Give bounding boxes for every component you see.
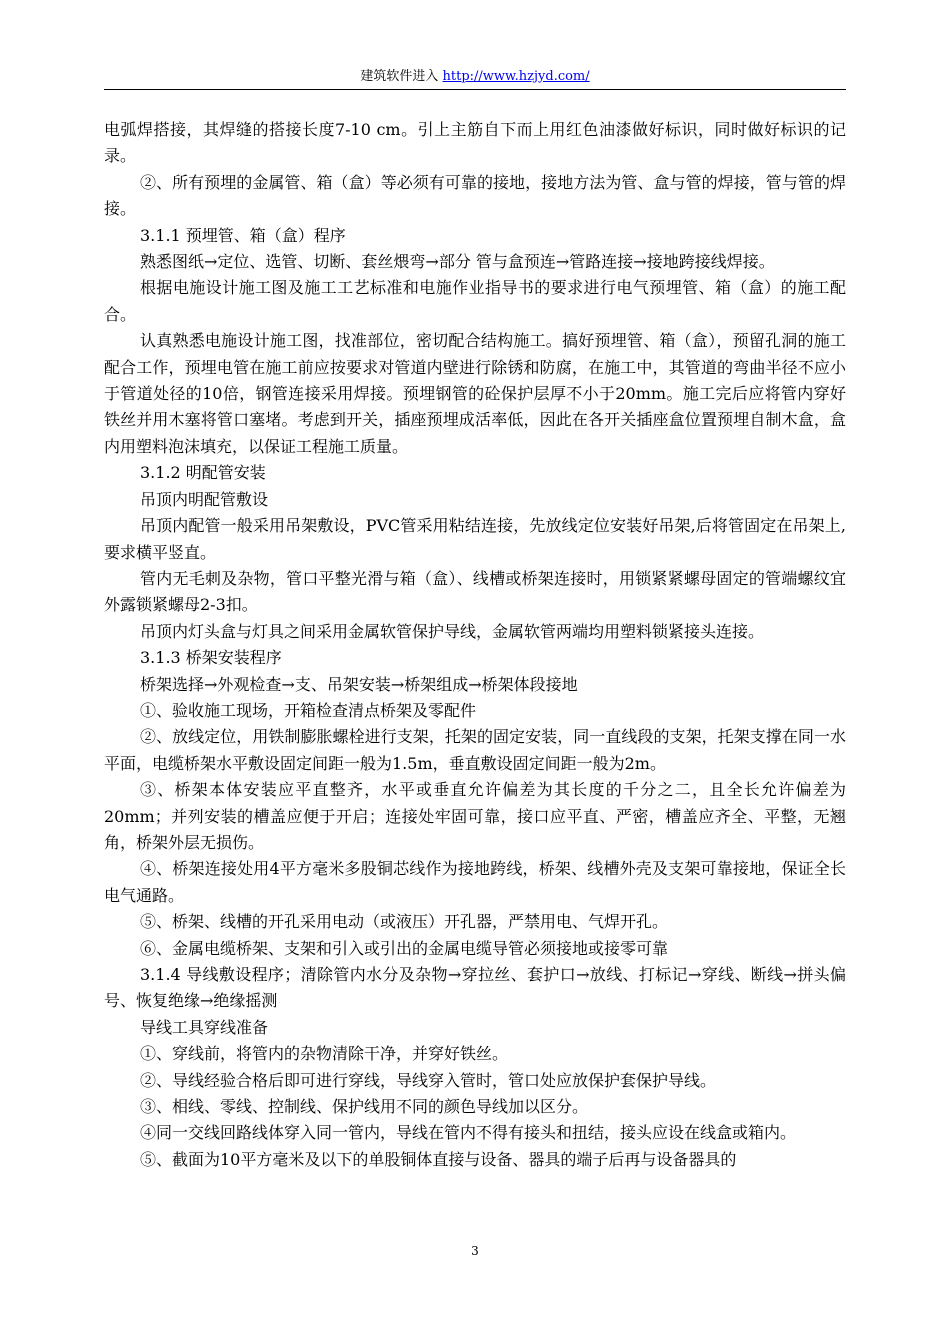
section-heading: 3.1.4 导线敷设程序；清除管内水分及杂物→穿拉丝、套护口→放线、打标记→穿线、断线→拼头偏号、恢复绝缘→绝缘摇测: [104, 965, 846, 1011]
paragraph: 导线工具穿线准备: [140, 1017, 269, 1037]
header-prefix: 建筑软件进入: [360, 69, 439, 84]
section-heading: 3.1.1 预埋管、箱（盒）程序: [140, 225, 346, 245]
paragraph: ②、导线经验合格后即可进行穿线，导线穿入管时，管口处应放保护套保护导线。: [140, 1070, 717, 1090]
paragraph: ②、放线定位，用铁制膨胀螺栓进行支架，托架的固定安装，同一直线段的支架，托架支撑在同一水平面，电缆桥架水平敷设固定间距一般为1.5m，垂直敷设固定间距一般为2m。: [104, 727, 846, 773]
paragraph: ⑤、截面为10平方毫米及以下的单股铜体直接与设备、器具的端子后再与设备器具的: [140, 1149, 737, 1169]
paragraph: 电弧焊搭接，其焊缝的搭接长度7-10 cm。引上主筋自下而上用红色油漆做好标识，同时做好标识的记录。: [104, 120, 846, 166]
page-number: 3: [471, 1244, 479, 1258]
section-heading: 3.1.2 明配管安装: [140, 463, 266, 483]
paragraph: 吊顶内灯头盒与灯具之间采用金属软管保护导线，金属软管两端均用塑料锁紧接头连接。: [140, 621, 765, 641]
document-body: [104, 117, 846, 1173]
paragraph: 认真熟悉电施设计施工图，找准部位，密切配合结构施工。搞好预埋管、箱（盒），预留孔洞的施工配合工作，预埋电管在施工前应按要求对管道内壁进行除锈和防腐，在施工中，其管道的弯曲半径不应小于管道处径的10倍，钢管连接采用焊接。预埋钢管的砼保护层厚不小于20mm。施工完后应将管内穿好铁丝并用木塞将管口塞堵。考虑到开关，插座预埋成活率低，因此在各开关插座盒位置预埋自制木盒，盒内用塑料泡沫填充，以保证工程施工质量。: [104, 331, 846, 456]
paragraph: ②、所有预埋的金属管、箱（盒）等必须有可靠的接地，接地方法为管、盒与管的焊接，管与管的焊接。: [104, 172, 846, 219]
paragraph: ⑤、桥架、线槽的开孔采用电动（或液压）开孔器，严禁用电、气焊开孔。: [140, 912, 669, 932]
paragraph: 吊顶内明配管敷设: [140, 489, 269, 509]
paragraph: 熟悉图纸→定位、选管、切断、套丝煨弯→部分 管与盒预连→管路连接→接地跨接线焊接。: [140, 252, 775, 272]
paragraph: 吊顶内配管一般采用吊架敷设，PVC管采用粘结连接，先放线定位安装好吊架,后将管固定在吊架上,要求横平竖直。: [104, 516, 846, 562]
paragraph: 管内无毛刺及杂物，管口平整光滑与箱（盒）、线槽或桥架连接时，用锁紧紧螺母固定的管端螺纹宜外露锁紧螺母2-3扣。: [104, 568, 846, 615]
paragraph: ⑥、金属电缆桥架、支架和引入或引出的金属电缆导管必须接地或接零可靠: [140, 938, 669, 958]
header-link[interactable]: http://www.hzjyd.com/: [442, 69, 590, 84]
paragraph: 根据电施设计施工图及施工工艺标准和电施作业指导书的要求进行电气预埋管、箱（盒）的施工配合。: [104, 278, 846, 324]
paragraph: ①、穿线前，将管内的杂物清除干净，并穿好铁丝。: [140, 1044, 509, 1064]
paragraph: ④、桥架连接处用4平方毫米多股铜芯线作为接地跨线，桥架、线槽外壳及支架可靠接地，保证全长电气通路。: [104, 859, 846, 905]
paragraph: ③、桥架本体安装应平直整齐，水平或垂直允许偏差为其长度的千分之二，且全长允许偏差为20mm；并列安装的槽盖应便于开启；连接处牢固可靠，接口应平直、严密，槽盖应齐全、平整，无翘角，桥架外层无损伤。: [104, 780, 846, 852]
paragraph: ④同一交线回路线体穿入同一管内，导线在管内不得有接头和扭结，接头应设在线盒或箱内。: [140, 1123, 797, 1143]
paragraph: ③、相线、零线、控制线、保护线用不同的颜色导线加以区分。: [140, 1097, 589, 1117]
header-divider: [104, 89, 846, 90]
paragraph: ①、验收施工现场，开箱检查清点桥架及零配件: [140, 700, 477, 720]
section-heading: 3.1.3 桥架安装程序: [140, 648, 282, 668]
paragraph: 桥架选择→外观检查→支、吊架安装→桥架组成→桥架体段接地: [140, 674, 578, 694]
page-header: [104, 68, 846, 86]
